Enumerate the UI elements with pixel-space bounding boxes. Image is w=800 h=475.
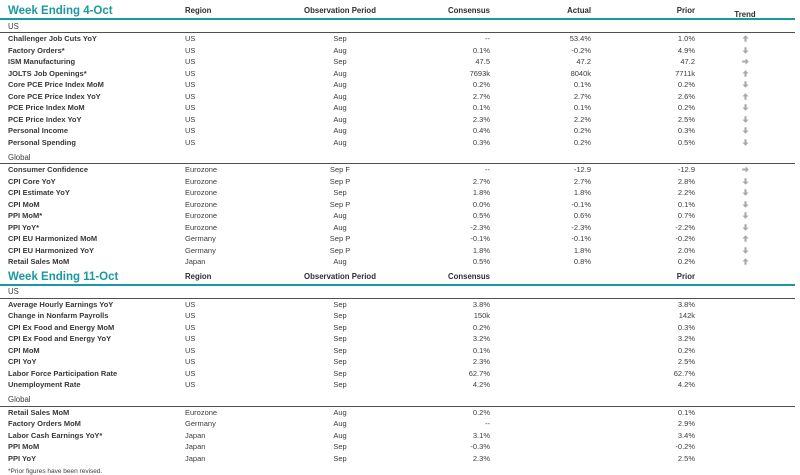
indicator-prior: 0.2% (677, 257, 695, 267)
indicator-region: US (185, 137, 196, 147)
indicator-trend (695, 235, 795, 242)
indicator-row (0, 322, 795, 334)
indicator-consensus: 0.1% (472, 45, 490, 55)
indicator-label: Personal Spending (8, 137, 76, 147)
trend-up-icon (695, 258, 795, 265)
column-header-region: Region (185, 6, 212, 15)
indicator-period: Sep (333, 442, 347, 452)
indicator-prior: -2.2% (675, 222, 695, 232)
indicator-consensus: 0.2% (472, 407, 490, 417)
indicator-actual: 0.6% (573, 211, 591, 221)
indicator-consensus: -- (485, 34, 490, 44)
indicator-prior: 3.2% (677, 334, 695, 344)
table-header-row (0, 268, 795, 286)
indicator-region: US (185, 357, 196, 367)
indicator-consensus: 0.4% (472, 126, 490, 136)
indicator-region: Eurozone (185, 165, 218, 175)
indicator-prior: -0.2% (675, 234, 695, 244)
indicator-region: Japan (185, 257, 206, 267)
indicator-label: PPI YoY (8, 453, 37, 463)
indicator-actual: 1.8% (573, 188, 591, 198)
indicator-prior: 0.2% (677, 103, 695, 113)
indicator-label: Unemployment Rate (8, 380, 81, 390)
indicator-period: Aug (333, 91, 347, 101)
table-title: Week Ending 11-Oct (8, 270, 119, 283)
indicator-actual: 2.7% (573, 176, 591, 186)
indicator-label: Core PCE Price Index MoM (8, 80, 104, 90)
indicator-trend (695, 104, 795, 111)
trend-down-icon (695, 104, 795, 111)
indicator-row (0, 441, 795, 453)
indicator-row (0, 345, 795, 357)
trend-down-icon (695, 189, 795, 196)
trend-up-icon (695, 235, 795, 242)
indicator-consensus: 4.2% (472, 380, 490, 390)
indicator-trend (695, 258, 795, 265)
indicator-region: Germany (185, 419, 216, 429)
indicator-label: Average Hourly Earnings YoY (8, 299, 114, 309)
indicator-trend (695, 166, 795, 173)
indicator-row (0, 299, 795, 311)
indicator-region: US (185, 114, 196, 124)
indicator-prior: 0.5% (677, 137, 695, 147)
indicator-label: CPI YoY (8, 357, 37, 367)
indicator-actual: 0.2% (573, 137, 591, 147)
indicator-prior: 0.3% (677, 126, 695, 136)
indicator-row (0, 245, 795, 257)
indicator-region: Germany (185, 245, 216, 255)
trend-down-icon (695, 247, 795, 254)
indicator-period: Aug (333, 114, 347, 124)
indicator-period: Aug (333, 257, 347, 267)
indicator-trend (695, 35, 795, 42)
indicator-row (0, 102, 795, 114)
indicator-label: PPI YoY* (8, 222, 39, 232)
indicator-consensus: 0.2% (472, 322, 490, 332)
indicator-row (0, 379, 795, 391)
indicator-consensus: 2.3% (472, 357, 490, 367)
week-table (0, 268, 795, 465)
column-header-actual (490, 281, 591, 284)
indicator-label: Consumer Confidence (8, 165, 89, 175)
section-label: US (8, 287, 19, 296)
column-header-region: Region (185, 271, 212, 281)
indicator-region: Japan (185, 430, 206, 440)
indicator-trend (695, 247, 795, 254)
indicator-label: CPI MoM (8, 199, 40, 209)
indicator-actual: 53.4% (569, 34, 591, 44)
indicator-row (0, 407, 795, 419)
indicator-label: ISM Manufacturing (8, 57, 76, 67)
indicator-label: Retail Sales MoM (8, 257, 70, 267)
indicator-prior: 62.7% (673, 368, 695, 378)
indicator-consensus: 1.8% (472, 188, 490, 198)
indicator-period: Sep (333, 57, 347, 67)
indicator-consensus: 0.3% (472, 137, 490, 147)
week-table (0, 2, 795, 268)
indicator-label: CPI Core YoY (8, 176, 56, 186)
indicator-row (0, 453, 795, 465)
indicator-region: US (185, 80, 196, 90)
indicator-consensus: 0.5% (472, 257, 490, 267)
indicator-prior: 0.2% (677, 345, 695, 355)
section-label: Global (8, 395, 31, 404)
indicator-period: Sep P (329, 234, 351, 244)
indicator-region: US (185, 91, 196, 101)
indicator-consensus: -0.1% (470, 234, 490, 244)
indicator-prior: 0.7% (677, 211, 695, 221)
indicator-trend (695, 224, 795, 231)
indicator-trend (695, 47, 795, 54)
indicator-consensus: 2.3% (472, 453, 490, 463)
indicator-row (0, 356, 795, 368)
indicator-region: Eurozone (185, 176, 218, 186)
trend-down-icon (695, 201, 795, 208)
indicator-label: Factory Orders MoM (8, 419, 81, 429)
indicator-region: US (185, 57, 196, 67)
indicator-prior: 2.8% (677, 176, 695, 186)
trend-down-icon (695, 178, 795, 185)
indicator-prior: 0.1% (677, 199, 695, 209)
indicator-region: Japan (185, 442, 206, 452)
indicator-prior: 3.8% (677, 299, 695, 309)
trend-down-icon (695, 116, 795, 123)
indicator-period: Aug (333, 126, 347, 136)
indicator-region: Eurozone (185, 211, 218, 221)
section-us (0, 286, 795, 391)
indicator-period: Aug (333, 103, 347, 113)
indicator-label: Change in Nonfarm Payrolls (8, 311, 109, 321)
indicator-label: CPI EU Harmonized MoM (8, 234, 98, 244)
indicator-prior: 1.0% (677, 34, 695, 44)
indicator-consensus: 150k (473, 311, 490, 321)
indicator-row (0, 45, 795, 57)
indicator-consensus: -- (485, 165, 490, 175)
indicator-label: Personal Income (8, 126, 69, 136)
trend-flat-icon (695, 58, 795, 65)
indicator-prior: 142k (678, 311, 695, 321)
indicator-region: Germany (185, 234, 216, 244)
indicator-trend (695, 58, 795, 65)
section-label: Global (8, 152, 31, 162)
indicator-prior: 4.2% (677, 380, 695, 390)
indicator-period: Aug (333, 407, 347, 417)
indicator-row (0, 310, 795, 322)
indicator-consensus: 0.1% (472, 103, 490, 113)
indicator-period: Aug (333, 222, 347, 232)
indicator-row (0, 125, 795, 137)
trend-down-icon (695, 212, 795, 219)
indicator-actual: 0.8% (573, 257, 591, 267)
section-header-row (0, 394, 795, 407)
indicator-period: Sep (333, 34, 347, 44)
section-label: US (8, 21, 19, 31)
indicator-actual: 2.2% (573, 114, 591, 124)
indicator-row (0, 68, 795, 80)
trend-up-icon (695, 35, 795, 42)
column-header-prior: Prior (676, 271, 695, 281)
indicator-prior: 2.5% (677, 357, 695, 367)
indicator-trend (695, 127, 795, 134)
indicator-row (0, 56, 795, 68)
column-header-period: Observation Period (304, 271, 376, 281)
indicator-prior: 2.5% (677, 114, 695, 124)
indicator-actual: -12.9 (573, 165, 591, 175)
indicator-row (0, 187, 795, 199)
indicator-label: Challenger Job Cuts YoY (8, 34, 97, 44)
indicator-prior: 7711k (675, 68, 695, 78)
indicator-period: Sep (333, 299, 347, 309)
indicator-trend (695, 70, 795, 77)
indicator-consensus: 2.7% (472, 176, 490, 186)
economic-calendar-report (0, 2, 795, 475)
indicator-consensus: 7693k (469, 68, 490, 78)
indicator-label: CPI Estimate YoY (8, 188, 70, 198)
indicator-consensus: 0.5% (472, 211, 490, 221)
indicator-consensus: 3.1% (472, 430, 490, 440)
indicator-label: JOLTS Job Openings* (8, 68, 87, 78)
indicator-consensus: -2.3% (470, 222, 490, 232)
indicator-period: Aug (333, 80, 347, 90)
indicator-actual: 2.7% (573, 91, 591, 101)
indicator-prior: 0.1% (677, 407, 695, 417)
indicator-period: Aug (333, 430, 347, 440)
indicator-period: Sep (333, 357, 347, 367)
indicator-row (0, 222, 795, 234)
indicator-region: US (185, 322, 196, 332)
indicator-prior: 2.6% (677, 91, 695, 101)
indicator-period: Aug (333, 45, 347, 55)
indicator-region: Eurozone (185, 222, 218, 232)
indicator-trend (695, 93, 795, 100)
indicator-consensus: 0.0% (472, 199, 490, 209)
section-header-row (0, 151, 795, 164)
indicator-period: Aug (333, 211, 347, 221)
indicator-prior: 0.2% (677, 80, 695, 90)
indicator-trend (695, 178, 795, 185)
indicator-row (0, 137, 795, 149)
section-global (0, 394, 795, 465)
indicator-prior: 47.2 (680, 57, 695, 67)
indicator-consensus: -0.3% (470, 442, 490, 452)
indicator-period: Sep (333, 334, 347, 344)
indicator-trend (695, 189, 795, 196)
indicator-row (0, 430, 795, 442)
indicator-label: Labor Force Participation Rate (8, 368, 118, 378)
indicator-label: PCE Price Index YoY (8, 114, 82, 124)
indicator-label: CPI Ex Food and Energy YoY (8, 334, 112, 344)
column-header-consensus: Consensus (447, 271, 490, 281)
indicator-trend (695, 81, 795, 88)
table-title: Week Ending 4-Oct (8, 5, 113, 17)
indicator-prior: 2.0% (677, 245, 695, 255)
indicator-label: CPI Ex Food and Energy MoM (8, 322, 115, 332)
indicator-actual: 0.2% (573, 126, 591, 136)
indicator-region: US (185, 34, 196, 44)
indicator-row (0, 91, 795, 103)
indicator-region: US (185, 311, 196, 321)
indicator-prior: 2.5% (677, 453, 695, 463)
trend-up-icon (695, 93, 795, 100)
indicator-region: US (185, 380, 196, 390)
column-header-consensus: Consensus (447, 6, 490, 15)
indicator-row (0, 33, 795, 45)
indicator-period: Sep P (329, 176, 351, 186)
indicator-label: PPI MoM* (8, 211, 43, 221)
indicator-prior: 2.9% (677, 419, 695, 429)
indicator-label: Factory Orders* (8, 45, 65, 55)
indicator-row (0, 233, 795, 245)
indicator-region: US (185, 68, 196, 78)
footnote: *Prior figures have been revised. (8, 468, 103, 475)
weekly-tables-container (0, 2, 795, 464)
indicator-actual: -2.3% (571, 222, 591, 232)
indicator-actual: 0.1% (573, 103, 591, 113)
trend-down-icon (695, 139, 795, 146)
indicator-trend (695, 116, 795, 123)
indicator-consensus: 47.5 (475, 57, 490, 67)
indicator-region: Eurozone (185, 188, 218, 198)
indicator-consensus: 3.2% (472, 334, 490, 344)
indicator-consensus: 3.8% (472, 299, 490, 309)
indicator-consensus: 62.7% (468, 368, 490, 378)
indicator-period: Sep (333, 322, 347, 332)
indicator-actual: 0.1% (573, 80, 591, 90)
column-header-period: Observation Period (304, 6, 376, 15)
indicator-period: Sep P (329, 199, 351, 209)
indicator-period: Aug (333, 137, 347, 147)
indicator-consensus: 2.3% (472, 114, 490, 124)
indicator-period: Sep (333, 453, 347, 463)
indicator-period: Aug (333, 419, 347, 429)
section-us (0, 20, 795, 148)
indicator-region: US (185, 45, 196, 55)
indicator-actual: 1.8% (573, 245, 591, 255)
indicator-row (0, 210, 795, 222)
section-header-row (0, 20, 795, 33)
indicator-actual: 47.2 (576, 57, 591, 67)
indicator-consensus: 0.1% (472, 345, 490, 355)
table-header-row (0, 2, 795, 20)
indicator-row (0, 176, 795, 188)
indicator-period: Sep (333, 188, 347, 198)
indicator-label: CPI EU Harmonized YoY (8, 245, 94, 255)
indicator-prior: 2.2% (677, 188, 695, 198)
indicator-period: Sep (333, 311, 347, 321)
indicator-consensus: 2.7% (472, 91, 490, 101)
indicator-label: CPI MoM (8, 345, 40, 355)
indicator-row (0, 114, 795, 126)
indicator-period: Sep (333, 380, 347, 390)
trend-down-icon (695, 81, 795, 88)
indicator-label: Core PCE Price Index YoY (8, 91, 101, 101)
indicator-region: Japan (185, 453, 206, 463)
indicator-prior: 3.4% (677, 430, 695, 440)
indicator-consensus: 0.2% (472, 80, 490, 90)
section-global (0, 151, 795, 268)
indicator-label: PPI MoM (8, 442, 40, 452)
indicator-prior: 4.9% (677, 45, 695, 55)
indicator-actual: -0.1% (571, 234, 591, 244)
trend-down-icon (695, 127, 795, 134)
indicator-prior: -12.9 (677, 165, 695, 175)
trend-down-icon (695, 47, 795, 54)
section-header-row (0, 286, 795, 299)
indicator-actual: -0.1% (571, 199, 591, 209)
indicator-region: US (185, 299, 196, 309)
indicator-trend (695, 212, 795, 219)
column-header-actual: Actual (567, 6, 591, 15)
indicator-region: US (185, 103, 196, 113)
indicator-period: Sep F (329, 165, 350, 175)
indicator-row (0, 333, 795, 345)
column-header-trend: Trend (734, 10, 756, 19)
indicator-period: Sep (333, 345, 347, 355)
indicator-prior: -0.2% (675, 442, 695, 452)
indicator-row (0, 164, 795, 176)
indicator-row (0, 79, 795, 91)
column-header-prior: Prior (676, 6, 695, 15)
trend-up-icon (695, 70, 795, 77)
indicator-label: PCE Price Index MoM (8, 103, 85, 113)
indicator-period: Sep (333, 368, 347, 378)
indicator-consensus: 1.8% (472, 245, 490, 255)
indicator-region: Eurozone (185, 407, 218, 417)
indicator-actual: 8040k (570, 68, 591, 78)
indicator-region: US (185, 334, 196, 344)
indicator-label: Labor Cash Earnings YoY* (8, 430, 103, 440)
indicator-actual: -0.2% (571, 45, 591, 55)
indicator-label: Retail Sales MoM (8, 407, 70, 417)
indicator-row (0, 368, 795, 380)
indicator-row (0, 256, 795, 268)
indicator-region: Eurozone (185, 199, 218, 209)
indicator-region: US (185, 345, 196, 355)
indicator-trend (695, 201, 795, 208)
indicator-period: Sep P (329, 245, 351, 255)
indicator-trend (695, 139, 795, 146)
trend-flat-icon (695, 166, 795, 173)
column-header-trend (695, 281, 795, 284)
indicator-row (0, 418, 795, 430)
indicator-prior: 0.3% (677, 322, 695, 332)
indicator-row (0, 199, 795, 211)
indicator-region: US (185, 368, 196, 378)
trend-down-icon (695, 224, 795, 231)
indicator-region: US (185, 126, 196, 136)
indicator-consensus: -- (485, 419, 490, 429)
indicator-period: Aug (333, 68, 347, 78)
